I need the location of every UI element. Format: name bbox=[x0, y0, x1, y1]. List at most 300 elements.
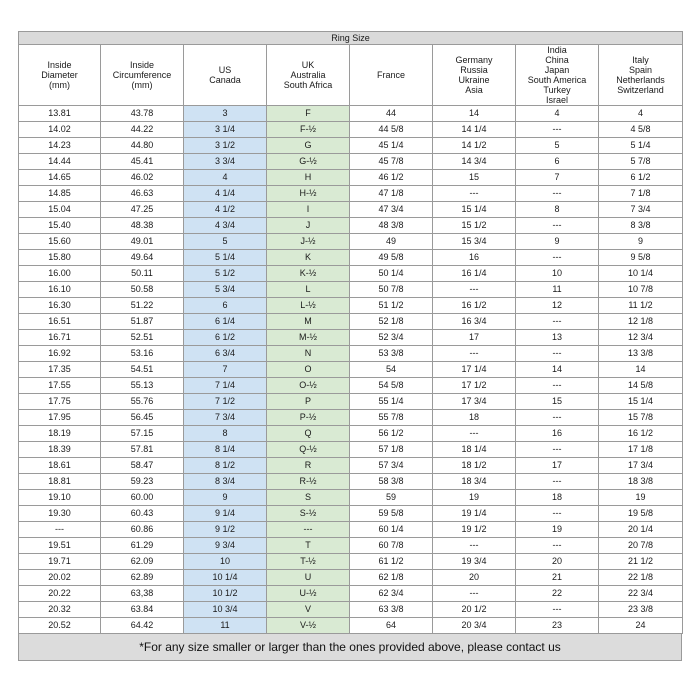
cell-inside-circumference: 57.81 bbox=[101, 442, 184, 458]
cell-india-china-japan-south-america-turkey-israel: 5 bbox=[516, 138, 599, 154]
cell-us-canada: 10 1/4 bbox=[184, 570, 267, 586]
column-header-line: Netherlands bbox=[616, 75, 665, 85]
ring-size-chart bbox=[18, 31, 682, 661]
table-title: Ring Size bbox=[19, 32, 683, 45]
cell-india-china-japan-south-america-turkey-israel: 10 bbox=[516, 266, 599, 282]
cell-uk-australia-south-africa: U bbox=[267, 570, 350, 586]
cell-india-china-japan-south-america-turkey-israel: 18 bbox=[516, 490, 599, 506]
cell-inside-circumference: 56.45 bbox=[101, 410, 184, 426]
cell-inside-diameter: 14.65 bbox=[19, 170, 101, 186]
cell-germany-russia-ukraine-asia: 18 1/2 bbox=[433, 458, 516, 474]
cell-italy-spain-netherlands-switzerland: 12 1/8 bbox=[599, 314, 683, 330]
cell-uk-australia-south-africa: L-½ bbox=[267, 298, 350, 314]
cell-inside-diameter: 16.00 bbox=[19, 266, 101, 282]
cell-france: 50 7/8 bbox=[350, 282, 433, 298]
cell-india-china-japan-south-america-turkey-israel: 17 bbox=[516, 458, 599, 474]
table-row bbox=[19, 346, 683, 362]
table-row bbox=[19, 426, 683, 442]
cell-uk-australia-south-africa: L bbox=[267, 282, 350, 298]
table-row bbox=[19, 442, 683, 458]
cell-france: 59 5/8 bbox=[350, 506, 433, 522]
cell-us-canada: 4 3/4 bbox=[184, 218, 267, 234]
cell-germany-russia-ukraine-asia: 19 3/4 bbox=[433, 554, 516, 570]
cell-us-canada: 3 3/4 bbox=[184, 154, 267, 170]
table-row bbox=[19, 122, 683, 138]
cell-italy-spain-netherlands-switzerland: 10 7/8 bbox=[599, 282, 683, 298]
cell-france: 62 1/8 bbox=[350, 570, 433, 586]
table-row bbox=[19, 394, 683, 410]
cell-us-canada: 6 3/4 bbox=[184, 346, 267, 362]
cell-us-canada: 3 1/2 bbox=[184, 138, 267, 154]
table-row bbox=[19, 554, 683, 570]
cell-inside-circumference: 60.43 bbox=[101, 506, 184, 522]
cell-us-canada: 8 3/4 bbox=[184, 474, 267, 490]
cell-india-china-japan-south-america-turkey-israel: --- bbox=[516, 442, 599, 458]
cell-inside-circumference: 55.76 bbox=[101, 394, 184, 410]
column-header-line: Spain bbox=[629, 65, 653, 75]
cell-inside-circumference: 43.78 bbox=[101, 106, 184, 122]
cell-india-china-japan-south-america-turkey-israel: 15 bbox=[516, 394, 599, 410]
cell-uk-australia-south-africa: K bbox=[267, 250, 350, 266]
cell-us-canada: 10 3/4 bbox=[184, 602, 267, 618]
cell-uk-australia-south-africa: H-½ bbox=[267, 186, 350, 202]
cell-us-canada: 9 bbox=[184, 490, 267, 506]
cell-india-china-japan-south-america-turkey-israel: 21 bbox=[516, 570, 599, 586]
table-row bbox=[19, 410, 683, 426]
table-row bbox=[19, 314, 683, 330]
cell-uk-australia-south-africa: F bbox=[267, 106, 350, 122]
cell-india-china-japan-south-america-turkey-israel: --- bbox=[516, 314, 599, 330]
cell-germany-russia-ukraine-asia: 20 bbox=[433, 570, 516, 586]
cell-uk-australia-south-africa: T-½ bbox=[267, 554, 350, 570]
table-row bbox=[19, 522, 683, 538]
cell-italy-spain-netherlands-switzerland: 14 5/8 bbox=[599, 378, 683, 394]
cell-inside-circumference: 54.51 bbox=[101, 362, 184, 378]
cell-inside-diameter: 16.92 bbox=[19, 346, 101, 362]
cell-uk-australia-south-africa: G-½ bbox=[267, 154, 350, 170]
cell-us-canada: 7 bbox=[184, 362, 267, 378]
cell-inside-diameter: 17.55 bbox=[19, 378, 101, 394]
cell-india-china-japan-south-america-turkey-israel: --- bbox=[516, 538, 599, 554]
column-header-line: South Africa bbox=[283, 80, 333, 90]
cell-italy-spain-netherlands-switzerland: 15 7/8 bbox=[599, 410, 683, 426]
cell-germany-russia-ukraine-asia: --- bbox=[433, 586, 516, 602]
column-header-line: South America bbox=[527, 75, 587, 85]
table-row bbox=[19, 282, 683, 298]
cell-inside-diameter: 20.22 bbox=[19, 586, 101, 602]
cell-inside-circumference: 50.11 bbox=[101, 266, 184, 282]
cell-uk-australia-south-africa: --- bbox=[267, 522, 350, 538]
cell-inside-circumference: 51.22 bbox=[101, 298, 184, 314]
column-header-uk-australia-south-africa bbox=[267, 45, 350, 106]
cell-uk-australia-south-africa: P-½ bbox=[267, 410, 350, 426]
cell-india-china-japan-south-america-turkey-israel: 13 bbox=[516, 330, 599, 346]
table-row bbox=[19, 218, 683, 234]
cell-us-canada: 8 bbox=[184, 426, 267, 442]
cell-germany-russia-ukraine-asia: --- bbox=[433, 186, 516, 202]
cell-inside-diameter: 13.81 bbox=[19, 106, 101, 122]
cell-italy-spain-netherlands-switzerland: 22 3/4 bbox=[599, 586, 683, 602]
cell-germany-russia-ukraine-asia: 15 1/2 bbox=[433, 218, 516, 234]
column-header-line: Diameter bbox=[41, 70, 78, 80]
cell-germany-russia-ukraine-asia: 18 1/4 bbox=[433, 442, 516, 458]
column-header-line: Russia bbox=[460, 65, 488, 75]
cell-inside-diameter: 18.81 bbox=[19, 474, 101, 490]
cell-italy-spain-netherlands-switzerland: 16 1/2 bbox=[599, 426, 683, 442]
cell-germany-russia-ukraine-asia: 19 bbox=[433, 490, 516, 506]
cell-inside-diameter: 15.60 bbox=[19, 234, 101, 250]
table-row bbox=[19, 202, 683, 218]
cell-inside-circumference: 58.47 bbox=[101, 458, 184, 474]
cell-us-canada: 5 1/4 bbox=[184, 250, 267, 266]
cell-india-china-japan-south-america-turkey-israel: 7 bbox=[516, 170, 599, 186]
cell-inside-circumference: 64.42 bbox=[101, 618, 184, 634]
cell-germany-russia-ukraine-asia: 16 1/4 bbox=[433, 266, 516, 282]
cell-germany-russia-ukraine-asia: 15 bbox=[433, 170, 516, 186]
cell-germany-russia-ukraine-asia: 19 1/2 bbox=[433, 522, 516, 538]
cell-inside-circumference: 50.58 bbox=[101, 282, 184, 298]
cell-italy-spain-netherlands-switzerland: 5 1/4 bbox=[599, 138, 683, 154]
cell-italy-spain-netherlands-switzerland: 12 3/4 bbox=[599, 330, 683, 346]
cell-uk-australia-south-africa: V bbox=[267, 602, 350, 618]
cell-france: 55 1/4 bbox=[350, 394, 433, 410]
cell-uk-australia-south-africa: F-½ bbox=[267, 122, 350, 138]
cell-uk-australia-south-africa: V-½ bbox=[267, 618, 350, 634]
cell-italy-spain-netherlands-switzerland: 9 bbox=[599, 234, 683, 250]
column-header-germany-russia-ukraine-asia bbox=[433, 45, 516, 106]
table-row bbox=[19, 362, 683, 378]
cell-germany-russia-ukraine-asia: 14 3/4 bbox=[433, 154, 516, 170]
cell-germany-russia-ukraine-asia: 19 1/4 bbox=[433, 506, 516, 522]
cell-italy-spain-netherlands-switzerland: 4 bbox=[599, 106, 683, 122]
cell-france: 52 1/8 bbox=[350, 314, 433, 330]
cell-inside-diameter: 18.39 bbox=[19, 442, 101, 458]
cell-inside-diameter: 18.19 bbox=[19, 426, 101, 442]
cell-france: 44 5/8 bbox=[350, 122, 433, 138]
cell-us-canada: 5 bbox=[184, 234, 267, 250]
cell-inside-circumference: 57.15 bbox=[101, 426, 184, 442]
cell-us-canada: 5 1/2 bbox=[184, 266, 267, 282]
cell-us-canada: 11 bbox=[184, 618, 267, 634]
cell-inside-diameter: 15.04 bbox=[19, 202, 101, 218]
cell-inside-circumference: 63.84 bbox=[101, 602, 184, 618]
cell-india-china-japan-south-america-turkey-israel: --- bbox=[516, 602, 599, 618]
cell-france: 49 bbox=[350, 234, 433, 250]
cell-inside-circumference: 45.41 bbox=[101, 154, 184, 170]
cell-germany-russia-ukraine-asia: 16 1/2 bbox=[433, 298, 516, 314]
cell-inside-diameter: 14.02 bbox=[19, 122, 101, 138]
cell-germany-russia-ukraine-asia: 20 1/2 bbox=[433, 602, 516, 618]
cell-italy-spain-netherlands-switzerland: 19 5/8 bbox=[599, 506, 683, 522]
cell-france: 60 7/8 bbox=[350, 538, 433, 554]
cell-france: 45 1/4 bbox=[350, 138, 433, 154]
cell-germany-russia-ukraine-asia: 14 bbox=[433, 106, 516, 122]
ring-size-table bbox=[18, 31, 683, 634]
cell-india-china-japan-south-america-turkey-israel: 16 bbox=[516, 426, 599, 442]
cell-france: 54 5/8 bbox=[350, 378, 433, 394]
cell-uk-australia-south-africa: J-½ bbox=[267, 234, 350, 250]
cell-uk-australia-south-africa: U-½ bbox=[267, 586, 350, 602]
cell-uk-australia-south-africa: S bbox=[267, 490, 350, 506]
cell-uk-australia-south-africa: T bbox=[267, 538, 350, 554]
column-header-line: Germany bbox=[455, 55, 493, 65]
table-row bbox=[19, 186, 683, 202]
table-row bbox=[19, 170, 683, 186]
cell-uk-australia-south-africa: K-½ bbox=[267, 266, 350, 282]
cell-inside-circumference: 48.38 bbox=[101, 218, 184, 234]
cell-us-canada: 4 1/4 bbox=[184, 186, 267, 202]
cell-uk-australia-south-africa: S-½ bbox=[267, 506, 350, 522]
cell-india-china-japan-south-america-turkey-israel: --- bbox=[516, 346, 599, 362]
cell-germany-russia-ukraine-asia: 14 1/2 bbox=[433, 138, 516, 154]
column-header-inside-diameter bbox=[19, 45, 101, 106]
column-header-italy-spain-netherlands-switzerland bbox=[599, 45, 683, 106]
cell-inside-diameter: 16.71 bbox=[19, 330, 101, 346]
cell-italy-spain-netherlands-switzerland: 10 1/4 bbox=[599, 266, 683, 282]
cell-france: 51 1/2 bbox=[350, 298, 433, 314]
cell-italy-spain-netherlands-switzerland: 6 1/2 bbox=[599, 170, 683, 186]
cell-inside-circumference: 49.01 bbox=[101, 234, 184, 250]
cell-italy-spain-netherlands-switzerland: 7 3/4 bbox=[599, 202, 683, 218]
table-row bbox=[19, 602, 683, 618]
cell-india-china-japan-south-america-turkey-israel: 12 bbox=[516, 298, 599, 314]
cell-india-china-japan-south-america-turkey-israel: 11 bbox=[516, 282, 599, 298]
cell-france: 46 1/2 bbox=[350, 170, 433, 186]
cell-italy-spain-netherlands-switzerland: 22 1/8 bbox=[599, 570, 683, 586]
column-header-line: (mm) bbox=[49, 80, 70, 90]
cell-inside-circumference: 51.87 bbox=[101, 314, 184, 330]
cell-germany-russia-ukraine-asia: 20 3/4 bbox=[433, 618, 516, 634]
cell-us-canada: 9 1/4 bbox=[184, 506, 267, 522]
column-header-line: Inside bbox=[47, 60, 72, 70]
table-row bbox=[19, 506, 683, 522]
cell-india-china-japan-south-america-turkey-israel: --- bbox=[516, 186, 599, 202]
table-row bbox=[19, 266, 683, 282]
table-row bbox=[19, 586, 683, 602]
cell-italy-spain-netherlands-switzerland: 18 3/8 bbox=[599, 474, 683, 490]
cell-inside-circumference: 49.64 bbox=[101, 250, 184, 266]
cell-italy-spain-netherlands-switzerland: 14 bbox=[599, 362, 683, 378]
cell-inside-diameter: 20.32 bbox=[19, 602, 101, 618]
cell-germany-russia-ukraine-asia: 18 3/4 bbox=[433, 474, 516, 490]
cell-us-canada: 7 1/4 bbox=[184, 378, 267, 394]
cell-france: 56 1/2 bbox=[350, 426, 433, 442]
cell-us-canada: 8 1/2 bbox=[184, 458, 267, 474]
cell-italy-spain-netherlands-switzerland: 4 5/8 bbox=[599, 122, 683, 138]
cell-india-china-japan-south-america-turkey-israel: --- bbox=[516, 506, 599, 522]
cell-us-canada: 9 1/2 bbox=[184, 522, 267, 538]
cell-india-china-japan-south-america-turkey-israel: 6 bbox=[516, 154, 599, 170]
cell-france: 59 bbox=[350, 490, 433, 506]
column-header-line: (mm) bbox=[131, 80, 153, 90]
column-header-line: Inside bbox=[129, 60, 155, 70]
cell-india-china-japan-south-america-turkey-israel: --- bbox=[516, 250, 599, 266]
cell-italy-spain-netherlands-switzerland: 15 1/4 bbox=[599, 394, 683, 410]
cell-uk-australia-south-africa: J bbox=[267, 218, 350, 234]
cell-germany-russia-ukraine-asia: --- bbox=[433, 538, 516, 554]
cell-france: 64 bbox=[350, 618, 433, 634]
cell-inside-diameter: 17.95 bbox=[19, 410, 101, 426]
cell-us-canada: 6 bbox=[184, 298, 267, 314]
cell-inside-circumference: 53.16 bbox=[101, 346, 184, 362]
contact-note: *For any size smaller or larger than the ones provided above, please contact us bbox=[18, 634, 682, 661]
cell-germany-russia-ukraine-asia: 15 3/4 bbox=[433, 234, 516, 250]
cell-germany-russia-ukraine-asia: 17 3/4 bbox=[433, 394, 516, 410]
cell-italy-spain-netherlands-switzerland: 24 bbox=[599, 618, 683, 634]
cell-inside-diameter: 19.71 bbox=[19, 554, 101, 570]
cell-uk-australia-south-africa: P bbox=[267, 394, 350, 410]
cell-inside-diameter: 15.40 bbox=[19, 218, 101, 234]
column-header-line: Italy bbox=[632, 55, 649, 65]
column-header-us-canada bbox=[184, 45, 267, 106]
cell-uk-australia-south-africa: G bbox=[267, 138, 350, 154]
cell-uk-australia-south-africa: O bbox=[267, 362, 350, 378]
cell-inside-circumference: 55.13 bbox=[101, 378, 184, 394]
table-row bbox=[19, 490, 683, 506]
cell-france: 62 3/4 bbox=[350, 586, 433, 602]
table-row bbox=[19, 106, 683, 122]
cell-inside-diameter: 14.44 bbox=[19, 154, 101, 170]
cell-inside-diameter: --- bbox=[19, 522, 101, 538]
cell-india-china-japan-south-america-turkey-israel: --- bbox=[516, 410, 599, 426]
cell-india-china-japan-south-america-turkey-israel: 14 bbox=[516, 362, 599, 378]
cell-italy-spain-netherlands-switzerland: 11 1/2 bbox=[599, 298, 683, 314]
column-header-line: UK bbox=[301, 60, 315, 70]
cell-france: 54 bbox=[350, 362, 433, 378]
cell-inside-circumference: 61.29 bbox=[101, 538, 184, 554]
cell-france: 49 5/8 bbox=[350, 250, 433, 266]
column-header-france bbox=[350, 45, 433, 106]
cell-inside-circumference: 44.80 bbox=[101, 138, 184, 154]
cell-france: 57 3/4 bbox=[350, 458, 433, 474]
cell-uk-australia-south-africa: R bbox=[267, 458, 350, 474]
cell-italy-spain-netherlands-switzerland: 19 bbox=[599, 490, 683, 506]
table-row bbox=[19, 138, 683, 154]
cell-france: 53 3/8 bbox=[350, 346, 433, 362]
cell-uk-australia-south-africa: M-½ bbox=[267, 330, 350, 346]
cell-inside-diameter: 19.51 bbox=[19, 538, 101, 554]
cell-us-canada: 7 3/4 bbox=[184, 410, 267, 426]
cell-france: 58 3/8 bbox=[350, 474, 433, 490]
cell-inside-diameter: 20.02 bbox=[19, 570, 101, 586]
table-row bbox=[19, 234, 683, 250]
cell-germany-russia-ukraine-asia: --- bbox=[433, 282, 516, 298]
cell-italy-spain-netherlands-switzerland: 9 5/8 bbox=[599, 250, 683, 266]
cell-italy-spain-netherlands-switzerland: 7 1/8 bbox=[599, 186, 683, 202]
column-header-line: Ukraine bbox=[458, 75, 490, 85]
cell-india-china-japan-south-america-turkey-israel: 9 bbox=[516, 234, 599, 250]
cell-inside-diameter: 16.10 bbox=[19, 282, 101, 298]
cell-uk-australia-south-africa: M bbox=[267, 314, 350, 330]
cell-india-china-japan-south-america-turkey-israel: 20 bbox=[516, 554, 599, 570]
cell-uk-australia-south-africa: O-½ bbox=[267, 378, 350, 394]
cell-us-canada: 3 1/4 bbox=[184, 122, 267, 138]
column-header-line: India bbox=[547, 45, 567, 55]
cell-uk-australia-south-africa: N bbox=[267, 346, 350, 362]
cell-france: 60 1/4 bbox=[350, 522, 433, 538]
cell-france: 45 7/8 bbox=[350, 154, 433, 170]
column-header-line: Asia bbox=[465, 85, 483, 95]
cell-italy-spain-netherlands-switzerland: 20 1/4 bbox=[599, 522, 683, 538]
table-row bbox=[19, 378, 683, 394]
column-header-line: Japan bbox=[544, 65, 570, 75]
cell-germany-russia-ukraine-asia: 18 bbox=[433, 410, 516, 426]
cell-inside-circumference: 46.63 bbox=[101, 186, 184, 202]
column-header-line: Circumference bbox=[112, 70, 172, 80]
column-header-line: Israel bbox=[545, 95, 568, 105]
cell-germany-russia-ukraine-asia: 17 1/4 bbox=[433, 362, 516, 378]
table-row bbox=[19, 538, 683, 554]
cell-germany-russia-ukraine-asia: 14 1/4 bbox=[433, 122, 516, 138]
column-header-line: US bbox=[218, 65, 232, 75]
table-row bbox=[19, 298, 683, 314]
cell-inside-circumference: 47.25 bbox=[101, 202, 184, 218]
cell-france: 47 3/4 bbox=[350, 202, 433, 218]
cell-germany-russia-ukraine-asia: --- bbox=[433, 426, 516, 442]
cell-germany-russia-ukraine-asia: 15 1/4 bbox=[433, 202, 516, 218]
cell-us-canada: 4 1/2 bbox=[184, 202, 267, 218]
cell-uk-australia-south-africa: I bbox=[267, 202, 350, 218]
cell-india-china-japan-south-america-turkey-israel: 4 bbox=[516, 106, 599, 122]
cell-india-china-japan-south-america-turkey-israel: 22 bbox=[516, 586, 599, 602]
cell-inside-circumference: 62.09 bbox=[101, 554, 184, 570]
table-row bbox=[19, 570, 683, 586]
cell-us-canada: 9 3/4 bbox=[184, 538, 267, 554]
cell-germany-russia-ukraine-asia: 16 3/4 bbox=[433, 314, 516, 330]
cell-italy-spain-netherlands-switzerland: 23 3/8 bbox=[599, 602, 683, 618]
cell-italy-spain-netherlands-switzerland: 17 3/4 bbox=[599, 458, 683, 474]
column-header-india-china-japan-south-america-turkey-israel bbox=[516, 45, 599, 106]
cell-italy-spain-netherlands-switzerland: 20 7/8 bbox=[599, 538, 683, 554]
cell-india-china-japan-south-america-turkey-israel: 23 bbox=[516, 618, 599, 634]
cell-us-canada: 3 bbox=[184, 106, 267, 122]
cell-inside-circumference: 44.22 bbox=[101, 122, 184, 138]
cell-france: 57 1/8 bbox=[350, 442, 433, 458]
column-header-line: France bbox=[376, 70, 405, 80]
table-row bbox=[19, 154, 683, 170]
cell-france: 44 bbox=[350, 106, 433, 122]
cell-us-canada: 8 1/4 bbox=[184, 442, 267, 458]
cell-germany-russia-ukraine-asia: 17 1/2 bbox=[433, 378, 516, 394]
table-row bbox=[19, 618, 683, 634]
cell-france: 63 3/8 bbox=[350, 602, 433, 618]
cell-germany-russia-ukraine-asia: --- bbox=[433, 346, 516, 362]
cell-inside-diameter: 17.35 bbox=[19, 362, 101, 378]
cell-france: 61 1/2 bbox=[350, 554, 433, 570]
cell-germany-russia-ukraine-asia: 16 bbox=[433, 250, 516, 266]
column-header-line: Switzerland bbox=[617, 85, 664, 95]
cell-inside-diameter: 14.23 bbox=[19, 138, 101, 154]
cell-france: 55 7/8 bbox=[350, 410, 433, 426]
cell-italy-spain-netherlands-switzerland: 13 3/8 bbox=[599, 346, 683, 362]
cell-uk-australia-south-africa: Q bbox=[267, 426, 350, 442]
cell-us-canada: 10 bbox=[184, 554, 267, 570]
column-header-line: Canada bbox=[209, 75, 241, 85]
cell-france: 50 1/4 bbox=[350, 266, 433, 282]
cell-inside-diameter: 18.61 bbox=[19, 458, 101, 474]
cell-inside-diameter: 16.51 bbox=[19, 314, 101, 330]
cell-inside-circumference: 46.02 bbox=[101, 170, 184, 186]
cell-inside-diameter: 14.85 bbox=[19, 186, 101, 202]
cell-france: 52 3/4 bbox=[350, 330, 433, 346]
column-header-line: Turkey bbox=[543, 85, 571, 95]
cell-inside-diameter: 19.10 bbox=[19, 490, 101, 506]
cell-france: 48 3/8 bbox=[350, 218, 433, 234]
cell-inside-circumference: 60.86 bbox=[101, 522, 184, 538]
cell-italy-spain-netherlands-switzerland: 17 1/8 bbox=[599, 442, 683, 458]
cell-uk-australia-south-africa: R-½ bbox=[267, 474, 350, 490]
cell-inside-diameter: 15.80 bbox=[19, 250, 101, 266]
